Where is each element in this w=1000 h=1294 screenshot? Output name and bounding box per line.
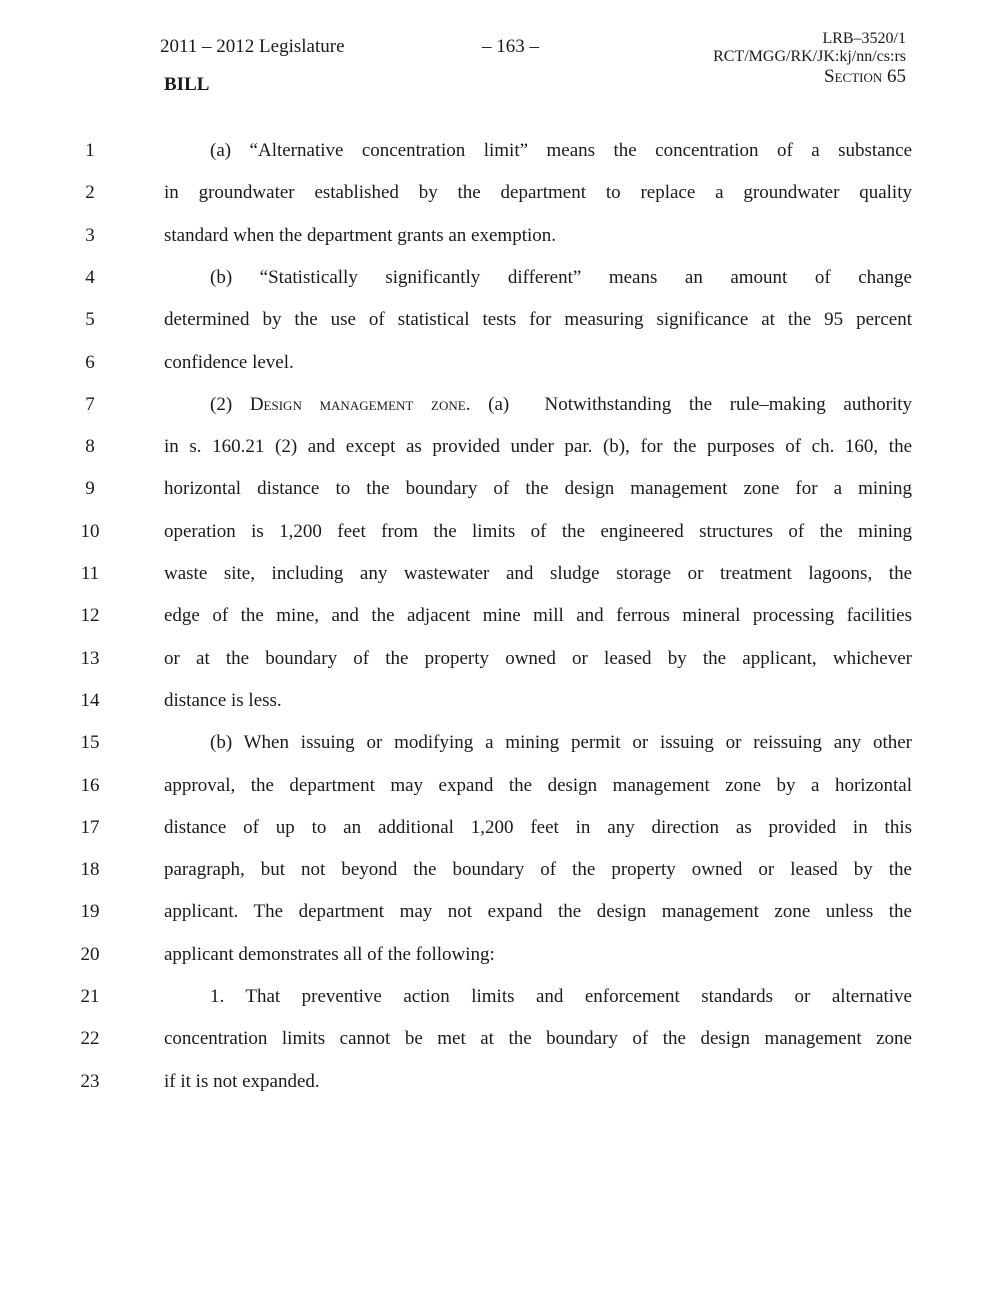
line-number: 1 [85, 140, 95, 161]
doc-type-label: BILL [164, 74, 210, 95]
document-line [0, 182, 1000, 224]
document-line [0, 267, 1000, 309]
line-text: in groundwater established by the department to replace a groundwater quality [164, 182, 912, 204]
line-number: 18 [80, 859, 100, 881]
line-text: 1. That preventive action limits and enforcement standards or alternative [210, 986, 912, 1007]
line-text: distance is less. [164, 689, 282, 711]
document-line [0, 521, 1000, 563]
line-text-rest: (a) Notwithstanding the rule–making authority [470, 393, 913, 415]
line-text [210, 394, 912, 416]
line-number: 14 [80, 689, 100, 711]
line-number: 15 [80, 732, 100, 754]
line-number: 9 [85, 478, 95, 500]
document-line [0, 1028, 1000, 1070]
line-number: 2 [85, 182, 95, 204]
line-number: 19 [80, 901, 100, 923]
document-line [0, 859, 1000, 901]
document-line [0, 901, 1000, 943]
line-number: 13 [80, 647, 100, 669]
document-line [0, 648, 1000, 690]
line-number: 21 [80, 986, 100, 1007]
document-line [0, 436, 1000, 478]
page-number: – 163 – [482, 36, 539, 57]
line-text: approval, the department may expand the design management zone by a horizontal [164, 774, 912, 796]
line-text: if it is not expanded. [164, 1070, 320, 1092]
line-text: waste site, including any wastewater and sludge storage or treatment lagoons, the [164, 563, 912, 584]
line-text: paragraph, but not beyond the boundary of the property owned or leased by the [164, 859, 912, 881]
line-text: standard when the department grants an exemption. [164, 224, 557, 246]
line-text: confidence level. [164, 351, 294, 373]
document-line [0, 605, 1000, 647]
line-number: 11 [80, 563, 100, 584]
line-number: 17 [80, 816, 100, 838]
line-number: 8 [85, 436, 95, 458]
section-label: Section 65 [824, 66, 906, 87]
document-line [0, 944, 1000, 986]
subsection-number: (2) [210, 393, 250, 415]
document-line [0, 309, 1000, 351]
line-number: 6 [85, 351, 95, 373]
document-line [0, 1071, 1000, 1113]
line-text: concentration limits cannot be met at the boundary of the design management zone [164, 1028, 912, 1050]
line-text: (a) “Alternative concentration limit” means the concentration of a substance [210, 140, 912, 161]
document-line [0, 690, 1000, 732]
document-line [0, 986, 1000, 1028]
line-text: applicant demonstrates all of the following: [164, 943, 495, 965]
line-text: determined by the use of statistical tests for measuring significance at the 95 percent [164, 309, 912, 331]
line-text: in s. 160.21 (2) and except as provided under par. (b), for the purposes of ch. 160, the [164, 436, 912, 458]
line-text: (b) When issuing or modifying a mining permit or issuing or reissuing any other [210, 732, 912, 754]
document-line [0, 817, 1000, 859]
line-number: 10 [80, 520, 100, 542]
line-number: 12 [80, 605, 100, 627]
document-line [0, 732, 1000, 774]
line-text: or at the boundary of the property owned or leased by the applicant, whichever [164, 647, 912, 669]
line-number: 3 [85, 224, 95, 246]
line-text: applicant. The department may not expand the design management zone unless the [164, 901, 912, 923]
drafter-initials: RCT/MGG/RK/JK:kj/nn/cs:rs [713, 48, 906, 65]
lrb-number: LRB–3520/1 [822, 30, 906, 47]
line-number: 20 [80, 943, 100, 965]
line-number: 7 [85, 393, 95, 415]
line-number: 22 [80, 1028, 100, 1050]
document-line [0, 352, 1000, 394]
document-line [0, 563, 1000, 605]
line-number: 4 [85, 266, 95, 288]
line-text: horizontal distance to the boundary of the design management zone for a mining [164, 478, 912, 500]
line-text: edge of the mine, and the adjacent mine mill and ferrous mineral processing facilities [164, 605, 912, 627]
legislature-label: 2011 – 2012 Legislature [160, 36, 345, 57]
document-line [0, 140, 1000, 182]
line-text: operation is 1,200 feet from the limits of the engineered structures of the mining [164, 520, 912, 542]
document-line [0, 225, 1000, 267]
line-number: 23 [80, 1070, 100, 1092]
subsection-title: Design management zone. [249, 393, 471, 415]
line-text: (b) “Statistically significantly different” means an amount of change [210, 266, 912, 288]
document-line [0, 394, 1000, 436]
line-number: 16 [80, 774, 100, 796]
document-line [0, 775, 1000, 817]
document-line [0, 478, 1000, 520]
line-text: distance of up to an additional 1,200 feet in any direction as provided in this [164, 816, 912, 838]
line-number: 5 [85, 309, 95, 331]
